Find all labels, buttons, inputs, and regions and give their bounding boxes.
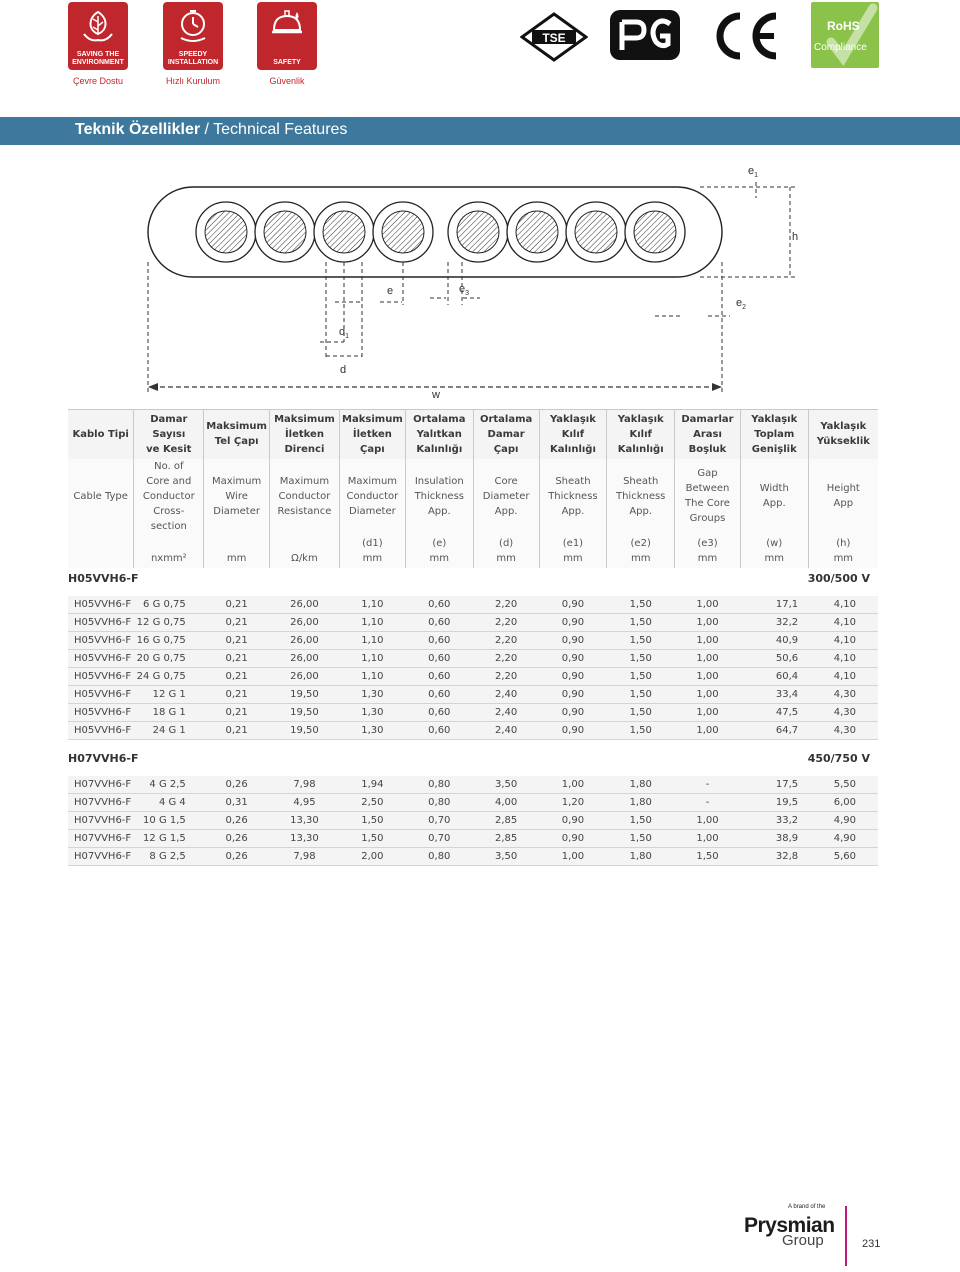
table-cell: 1,50	[607, 722, 675, 740]
table-row	[68, 632, 878, 650]
table-cell: 13,30	[269, 830, 339, 848]
rohs-title: RoHS	[827, 19, 860, 33]
table-cell: 2,20	[473, 632, 539, 650]
table-cell: 5,50	[808, 776, 878, 794]
table-cell: 2,20	[473, 650, 539, 668]
table-cell: 26,00	[269, 632, 339, 650]
table-cell: 1,50	[607, 830, 675, 848]
table-cell: 1,10	[339, 596, 405, 614]
column-header-en: Height App	[808, 459, 878, 534]
table-cell: 0,21	[204, 632, 270, 650]
table-cell: H05VVH6-F	[68, 668, 134, 686]
technical-features-table	[68, 409, 878, 866]
table-cell: 1,10	[339, 668, 405, 686]
table-cell: 1,00	[675, 596, 741, 614]
table-cell: 0,90	[539, 596, 607, 614]
table-cell: 4,10	[808, 632, 878, 650]
table-cell: 1,10	[339, 632, 405, 650]
table-cell: 7,98	[269, 776, 339, 794]
table-cell: 1,00	[539, 848, 607, 866]
column-unit: (e3) mm	[675, 534, 741, 568]
table-cell: 0,90	[539, 704, 607, 722]
ce-mark-icon	[710, 10, 782, 62]
table-cell: 1,50	[607, 686, 675, 704]
table-cell: 0,90	[539, 722, 607, 740]
table-row	[68, 848, 878, 866]
header-row-english	[68, 459, 878, 534]
table-cell: 1,80	[607, 848, 675, 866]
label-e3: $e_3$	[459, 283, 470, 298]
table-cell: 20 G 0,75	[134, 650, 204, 668]
table-cell: H07VVH6-F	[68, 812, 134, 830]
table-cell: 38,9	[740, 830, 808, 848]
table-cell: 1,00	[675, 686, 741, 704]
table-cell: 26,00	[269, 596, 339, 614]
table-cell: 40,9	[740, 632, 808, 650]
table-cell: 1,10	[339, 614, 405, 632]
table-cell: 0,80	[405, 848, 473, 866]
table-row	[68, 830, 878, 848]
table-cell: 1,00	[675, 722, 741, 740]
column-unit: (e2) mm	[607, 534, 675, 568]
table-cell: 0,21	[204, 686, 270, 704]
table-cell: H05VVH6-F	[68, 686, 134, 704]
checkmark-icon	[811, 2, 879, 68]
table-row	[68, 704, 878, 722]
section-title-bar	[0, 117, 960, 145]
table-cell: 0,21	[204, 614, 270, 632]
table-cell: 0,70	[405, 830, 473, 848]
section-cable-type: H07VVH6-F	[68, 748, 473, 770]
section-voltage: 450/750 V	[473, 748, 878, 770]
table-cell: 3,50	[473, 848, 539, 866]
table-cell: 2,85	[473, 812, 539, 830]
table-cell: 0,90	[539, 812, 607, 830]
table-cell: 26,00	[269, 668, 339, 686]
table-cell: H05VVH6-F	[68, 650, 134, 668]
brand-group: Group	[782, 1232, 824, 1249]
table-cell: 32,2	[740, 614, 808, 632]
column-header-en: Sheath Thickness App.	[607, 459, 675, 534]
column-header-tr: Yaklaşık Kılıf Kalınlığı	[607, 410, 675, 459]
label-h: h	[792, 231, 799, 243]
table-cell: 6 G 0,75	[134, 596, 204, 614]
table-cell: 60,4	[740, 668, 808, 686]
table-cell: 12 G 1,5	[134, 830, 204, 848]
column-header-tr: Ortalama Damar Çapı	[473, 410, 539, 459]
column-unit	[68, 534, 134, 568]
table-cell: 19,50	[269, 704, 339, 722]
table-cell: 1,50	[607, 668, 675, 686]
table-cell: 1,30	[339, 704, 405, 722]
table-body	[68, 568, 878, 866]
column-header-tr: Maksimum İletken Çapı	[339, 410, 405, 459]
table-cell: 19,5	[740, 794, 808, 812]
table-cell: 4,30	[808, 722, 878, 740]
table-cell: 0,60	[405, 668, 473, 686]
column-unit: nxmm²	[134, 534, 204, 568]
tse-logo	[520, 12, 588, 62]
table-cell: 4 G 2,5	[134, 776, 204, 794]
section-voltage: 300/500 V	[473, 568, 878, 590]
column-header-en: Width App.	[740, 459, 808, 534]
table-cell: 64,7	[740, 722, 808, 740]
column-unit: (d) mm	[473, 534, 539, 568]
table-cell: 33,4	[740, 686, 808, 704]
column-header-tr: Maksimum Tel Çapı	[204, 410, 270, 459]
speedy-installation-badge	[163, 2, 223, 70]
table-cell: 17,1	[740, 596, 808, 614]
table-cell: 0,21	[204, 722, 270, 740]
table-cell: 1,50	[607, 650, 675, 668]
column-unit: (d1) mm	[339, 534, 405, 568]
table-cell: 1,10	[339, 650, 405, 668]
table-cell: 19,50	[269, 722, 339, 740]
title-en: Technical Features	[213, 121, 348, 138]
table-row	[68, 812, 878, 830]
table-cell: 1,50	[675, 848, 741, 866]
table-cell: 33,2	[740, 812, 808, 830]
label-e2: $e_2$	[736, 297, 747, 312]
table-cell: 1,00	[675, 614, 741, 632]
table-cell: 26,00	[269, 650, 339, 668]
table-row	[68, 686, 878, 704]
table-cell: 19,50	[269, 686, 339, 704]
title-separator: /	[200, 121, 214, 138]
column-unit: mm	[204, 534, 270, 568]
table-cell: 4,10	[808, 668, 878, 686]
table-cell: 3,50	[473, 776, 539, 794]
table-cell: 2,00	[339, 848, 405, 866]
column-header-en: Gap Between The Core Groups	[675, 459, 741, 534]
label-d1: $d_1$	[339, 326, 350, 341]
column-header-en: Core Diameter App.	[473, 459, 539, 534]
table-cell: 1,50	[607, 632, 675, 650]
header-row-units	[68, 534, 878, 568]
label-w: w	[432, 389, 440, 401]
table-cell: 0,90	[539, 632, 607, 650]
table-cell: 0,60	[405, 596, 473, 614]
saving-environment-badge	[68, 2, 128, 70]
table-cell: 2,50	[339, 794, 405, 812]
label-e: e	[387, 285, 394, 297]
table-cell: 24 G 0,75	[134, 668, 204, 686]
column-header-en: Insulation Thickness App.	[405, 459, 473, 534]
table-row	[68, 722, 878, 740]
table-cell: 1,00	[675, 830, 741, 848]
table-cell: 1,50	[607, 812, 675, 830]
helmet-icon	[269, 8, 305, 44]
table-cell: 1,30	[339, 722, 405, 740]
table-cell: 1,80	[607, 794, 675, 812]
table-cell: 0,21	[204, 596, 270, 614]
table-cell: 1,00	[675, 812, 741, 830]
table-cell: H07VVH6-F	[68, 794, 134, 812]
badge-label: SAFETY	[273, 59, 301, 66]
brand-tagline: A brand of the	[788, 1204, 826, 1210]
cable-cross-section-diagram	[0, 150, 960, 408]
table-cell: 2,40	[473, 686, 539, 704]
table-cell: H07VVH6-F	[68, 848, 134, 866]
table-cell: 1,00	[539, 776, 607, 794]
column-header-tr: Ortalama Yalıtkan Kalınlığı	[405, 410, 473, 459]
table-cell: 1,50	[607, 704, 675, 722]
table-cell: H05VVH6-F	[68, 632, 134, 650]
table-cell: H05VVH6-F	[68, 614, 134, 632]
column-header-en: Sheath Thickness App.	[539, 459, 607, 534]
table-cell: 0,90	[539, 668, 607, 686]
table-cell: 2,40	[473, 704, 539, 722]
section-header-row	[68, 748, 878, 770]
rohs-subtitle: Compliance	[814, 42, 867, 53]
column-unit: Ω/km	[269, 534, 339, 568]
section-cable-type: H05VVH6-F	[68, 568, 473, 590]
column-header-tr: Yaklaşık Kılıf Kalınlığı	[539, 410, 607, 459]
column-header-en: Maximum Wire Diameter	[204, 459, 270, 534]
table-cell: 32,8	[740, 848, 808, 866]
table-cell: 5,60	[808, 848, 878, 866]
column-header-en: Maximum Conductor Resistance	[269, 459, 339, 534]
table-cell: 0,60	[405, 704, 473, 722]
page-title	[75, 121, 347, 139]
column-header-tr: Damar Sayısı ve Kesit	[134, 410, 204, 459]
badge-caption: Güvenlik	[269, 76, 305, 86]
table-cell: 0,80	[405, 776, 473, 794]
table-cell: 0,60	[405, 686, 473, 704]
table-cell: -	[675, 776, 741, 794]
label-d: d	[340, 364, 347, 376]
table-cell: 0,90	[539, 686, 607, 704]
table-row	[68, 794, 878, 812]
table-cell: 2,20	[473, 614, 539, 632]
table-cell: 4,30	[808, 686, 878, 704]
table-cell: 10 G 1,5	[134, 812, 204, 830]
table-cell: 0,21	[204, 704, 270, 722]
tse-text: TSE	[542, 31, 566, 45]
badge-label: SPEEDY INSTALLATION	[167, 51, 219, 66]
pct-mark-icon	[610, 10, 680, 60]
column-header-tr: Kablo Tipi	[68, 410, 134, 459]
table-cell: 8 G 2,5	[134, 848, 204, 866]
table-cell: 0,26	[204, 830, 270, 848]
table-cell: 0,70	[405, 812, 473, 830]
table-row	[68, 596, 878, 614]
footer-divider	[845, 1206, 847, 1266]
title-tr: Teknik Özellikler	[75, 121, 201, 138]
table-cell: 17,5	[740, 776, 808, 794]
table-cell: H07VVH6-F	[68, 830, 134, 848]
table-cell: 2,20	[473, 596, 539, 614]
table-cell: 1,80	[607, 776, 675, 794]
column-unit: (e) mm	[405, 534, 473, 568]
column-header-tr: Damarlar Arası Boşluk	[675, 410, 741, 459]
table-cell: 50,6	[740, 650, 808, 668]
rohs-badge	[811, 2, 879, 68]
safety-badge	[257, 2, 317, 70]
table-cell: 4,90	[808, 830, 878, 848]
table-cell: H05VVH6-F	[68, 596, 134, 614]
table-cell: 2,20	[473, 668, 539, 686]
table-row	[68, 614, 878, 632]
table-cell: 0,21	[204, 650, 270, 668]
table-cell: H05VVH6-F	[68, 722, 134, 740]
column-header-en: Cable Type	[68, 459, 134, 534]
table-cell: 47,5	[740, 704, 808, 722]
table-cell: 0,60	[405, 614, 473, 632]
leaf-hand-icon	[80, 8, 116, 44]
table-cell: 1,30	[339, 686, 405, 704]
table-cell: 2,40	[473, 722, 539, 740]
table-cell: 1,50	[339, 830, 405, 848]
table-cell: 2,85	[473, 830, 539, 848]
table-row	[68, 650, 878, 668]
table-cell: 1,20	[539, 794, 607, 812]
section-header-row	[68, 568, 878, 590]
table-cell: 0,80	[405, 794, 473, 812]
table-cell: H05VVH6-F	[68, 704, 134, 722]
stopwatch-hand-icon	[175, 8, 211, 44]
table-cell: 16 G 0,75	[134, 632, 204, 650]
table-cell: 1,00	[675, 650, 741, 668]
table-cell: 4,95	[269, 794, 339, 812]
table-cell: 0,26	[204, 848, 270, 866]
table-cell: 1,50	[607, 614, 675, 632]
table-cell: 4,10	[808, 650, 878, 668]
table-cell: 1,50	[607, 596, 675, 614]
table-cell: 4,10	[808, 596, 878, 614]
column-unit: (e1) mm	[539, 534, 607, 568]
table-row	[68, 668, 878, 686]
column-unit: (w) mm	[740, 534, 808, 568]
table-cell: 0,60	[405, 650, 473, 668]
table-cell: 0,90	[539, 614, 607, 632]
table-cell: 24 G 1	[134, 722, 204, 740]
table-cell: 0,60	[405, 632, 473, 650]
table-row	[68, 776, 878, 794]
table-cell: 1,00	[675, 668, 741, 686]
badge-caption: Hızlı Kurulum	[165, 76, 220, 86]
table-cell: 0,90	[539, 830, 607, 848]
table-cell: 1,00	[675, 632, 741, 650]
badge-caption: Çevre Dostu	[72, 76, 124, 86]
label-e1: $e_1$	[748, 165, 759, 180]
table-cell: 4 G 4	[134, 794, 204, 812]
brand-logo: Prysmian	[744, 1214, 835, 1237]
badge-label: SAVING THE ENVIRONMENT	[72, 51, 124, 66]
table-cell: 4,00	[473, 794, 539, 812]
table-cell: 6,00	[808, 794, 878, 812]
table-cell: 4,10	[808, 614, 878, 632]
table-cell: 1,00	[675, 704, 741, 722]
column-header-en: No. of Core and Conductor Cross-section	[134, 459, 204, 534]
table-cell: 0,90	[539, 650, 607, 668]
table-cell: 13,30	[269, 812, 339, 830]
table-cell: 12 G 0,75	[134, 614, 204, 632]
column-header-en: Maximum Conductor Diameter	[339, 459, 405, 534]
table-cell: 18 G 1	[134, 704, 204, 722]
column-unit: (h) mm	[808, 534, 878, 568]
table-cell: 12 G 1	[134, 686, 204, 704]
column-header-tr: Maksimum İletken Direnci	[269, 410, 339, 459]
page-number: 231	[862, 1238, 881, 1250]
table-cell: -	[675, 794, 741, 812]
table-cell: 4,90	[808, 812, 878, 830]
table-cell: 7,98	[269, 848, 339, 866]
table-cell: 26,00	[269, 614, 339, 632]
table-cell: 1,94	[339, 776, 405, 794]
column-header-tr: Yaklaşık Yükseklik	[808, 410, 878, 459]
column-header-tr: Yaklaşık Toplam Genişlik	[740, 410, 808, 459]
header-row-turkish	[68, 410, 878, 459]
table-cell: 0,26	[204, 812, 270, 830]
table-cell: 4,30	[808, 704, 878, 722]
table-cell: 1,50	[339, 812, 405, 830]
table-cell: 0,31	[204, 794, 270, 812]
table-cell: 0,21	[204, 668, 270, 686]
table-cell: 0,60	[405, 722, 473, 740]
table-cell: H07VVH6-F	[68, 776, 134, 794]
table-cell: 0,26	[204, 776, 270, 794]
